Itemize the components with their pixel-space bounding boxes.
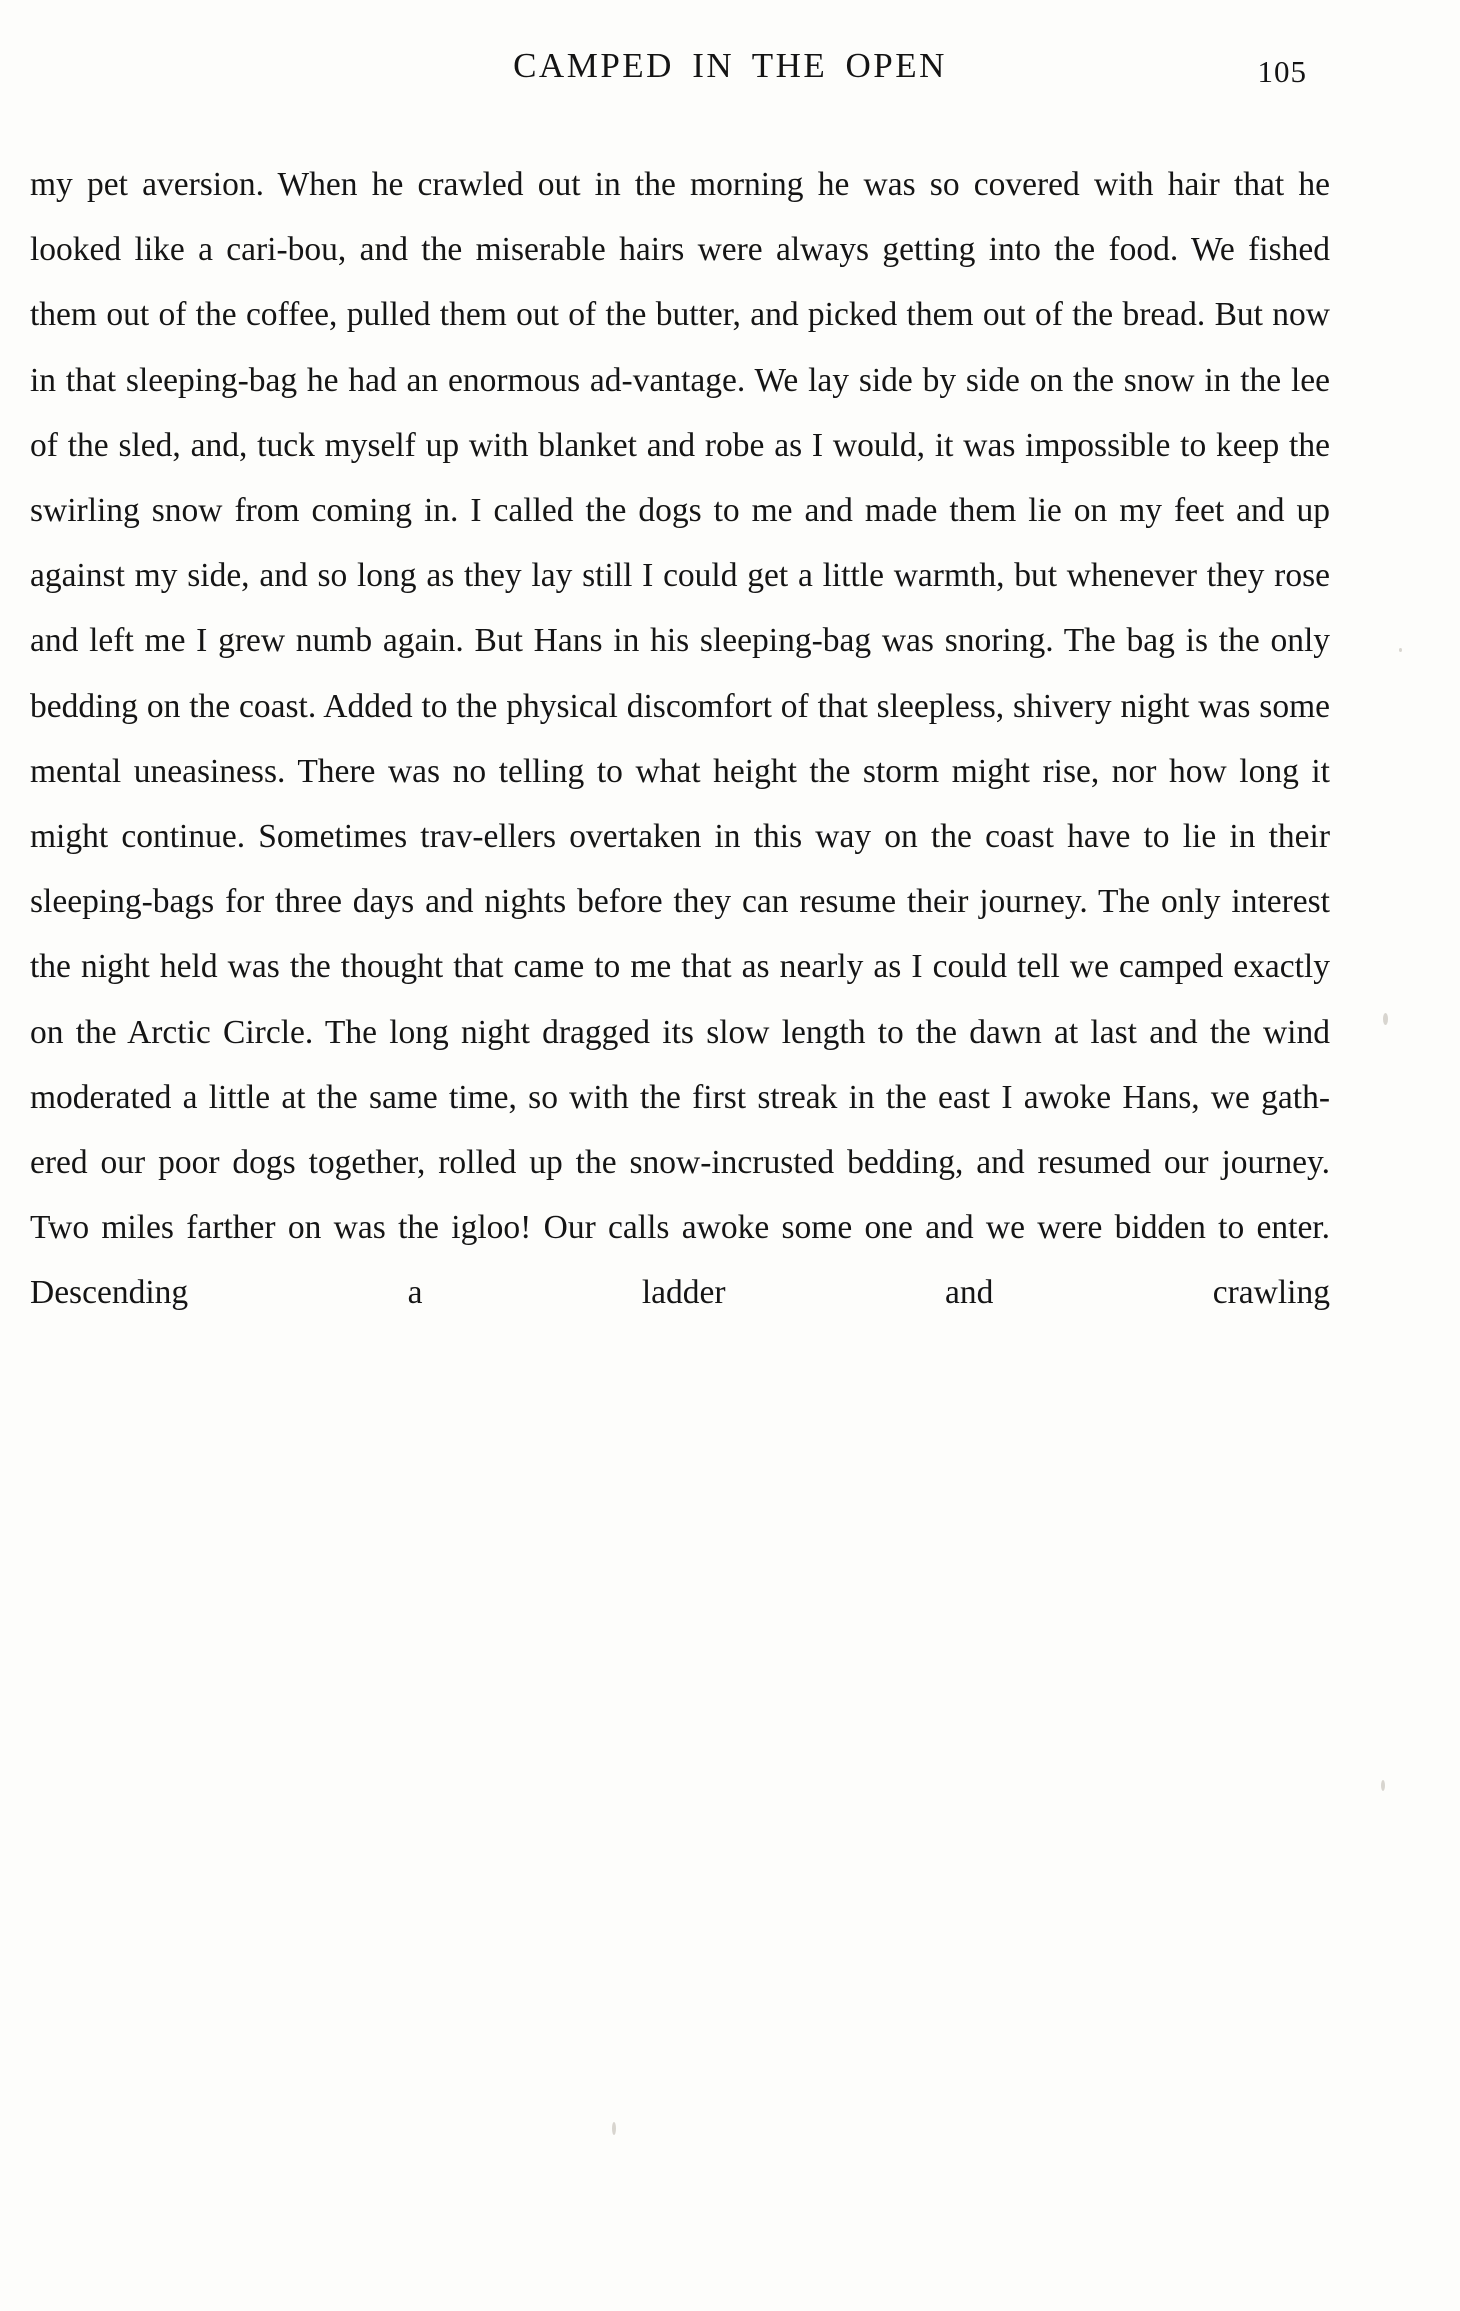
scan-speck bbox=[1381, 1780, 1385, 1791]
page-title: CAMPED IN THE OPEN bbox=[513, 46, 947, 85]
body-paragraph: my pet aversion. When he crawled out in the morning he was so covered with hair that he looked like a cari-bou, and the miserable hairs were always getting into the food. We fished them out of the coffee, pulled them out of the butter, and picked them out of the bread. But now in that sleeping-bag he had an enormous ad-vantage. We lay side by side on the snow in the lee of the sled, and, tuck myself up with blanket and robe as I would, it was impossible to keep the swirling snow from coming in. I called the dogs to me and made them lie on my feet and up against my side, and so long as they lay still I could get a little warmth, but whenever they rose and left me I grew numb again. But Hans in his sleeping-bag was snoring. The bag is the only bedding on the coast. Added to the physical discomfort of that sleepless, shivery night was some mental uneasiness. There was no telling to what height the storm might rise, nor how long it might continue. Sometimes trav-ellers overtaken in this way on the coast have to lie in their sleeping-bags for three days and nights before they can resume their journey. The only interest the night held was the thought that came to me that as nearly as I could tell we camped exactly on the Arctic Circle. The long night dragged its slow length to the dawn at last and the wind moderated a little at the same time, so with the first streak in the east I awoke Hans, we gath-ered our poor dogs together, rolled up the snow-incrusted bedding, and resumed our journey. Two miles farther on was the igloo! Our calls awoke some one and we were bidden to enter. Descending a ladder and crawling bbox=[30, 166, 1330, 1312]
scan-speck bbox=[612, 2122, 616, 2135]
body-text bbox=[30, 152, 1330, 1391]
scan-speck bbox=[1399, 648, 1402, 652]
scan-speck bbox=[1383, 1013, 1388, 1025]
page-number: 105 bbox=[1257, 54, 1307, 89]
running-head bbox=[0, 46, 1460, 100]
